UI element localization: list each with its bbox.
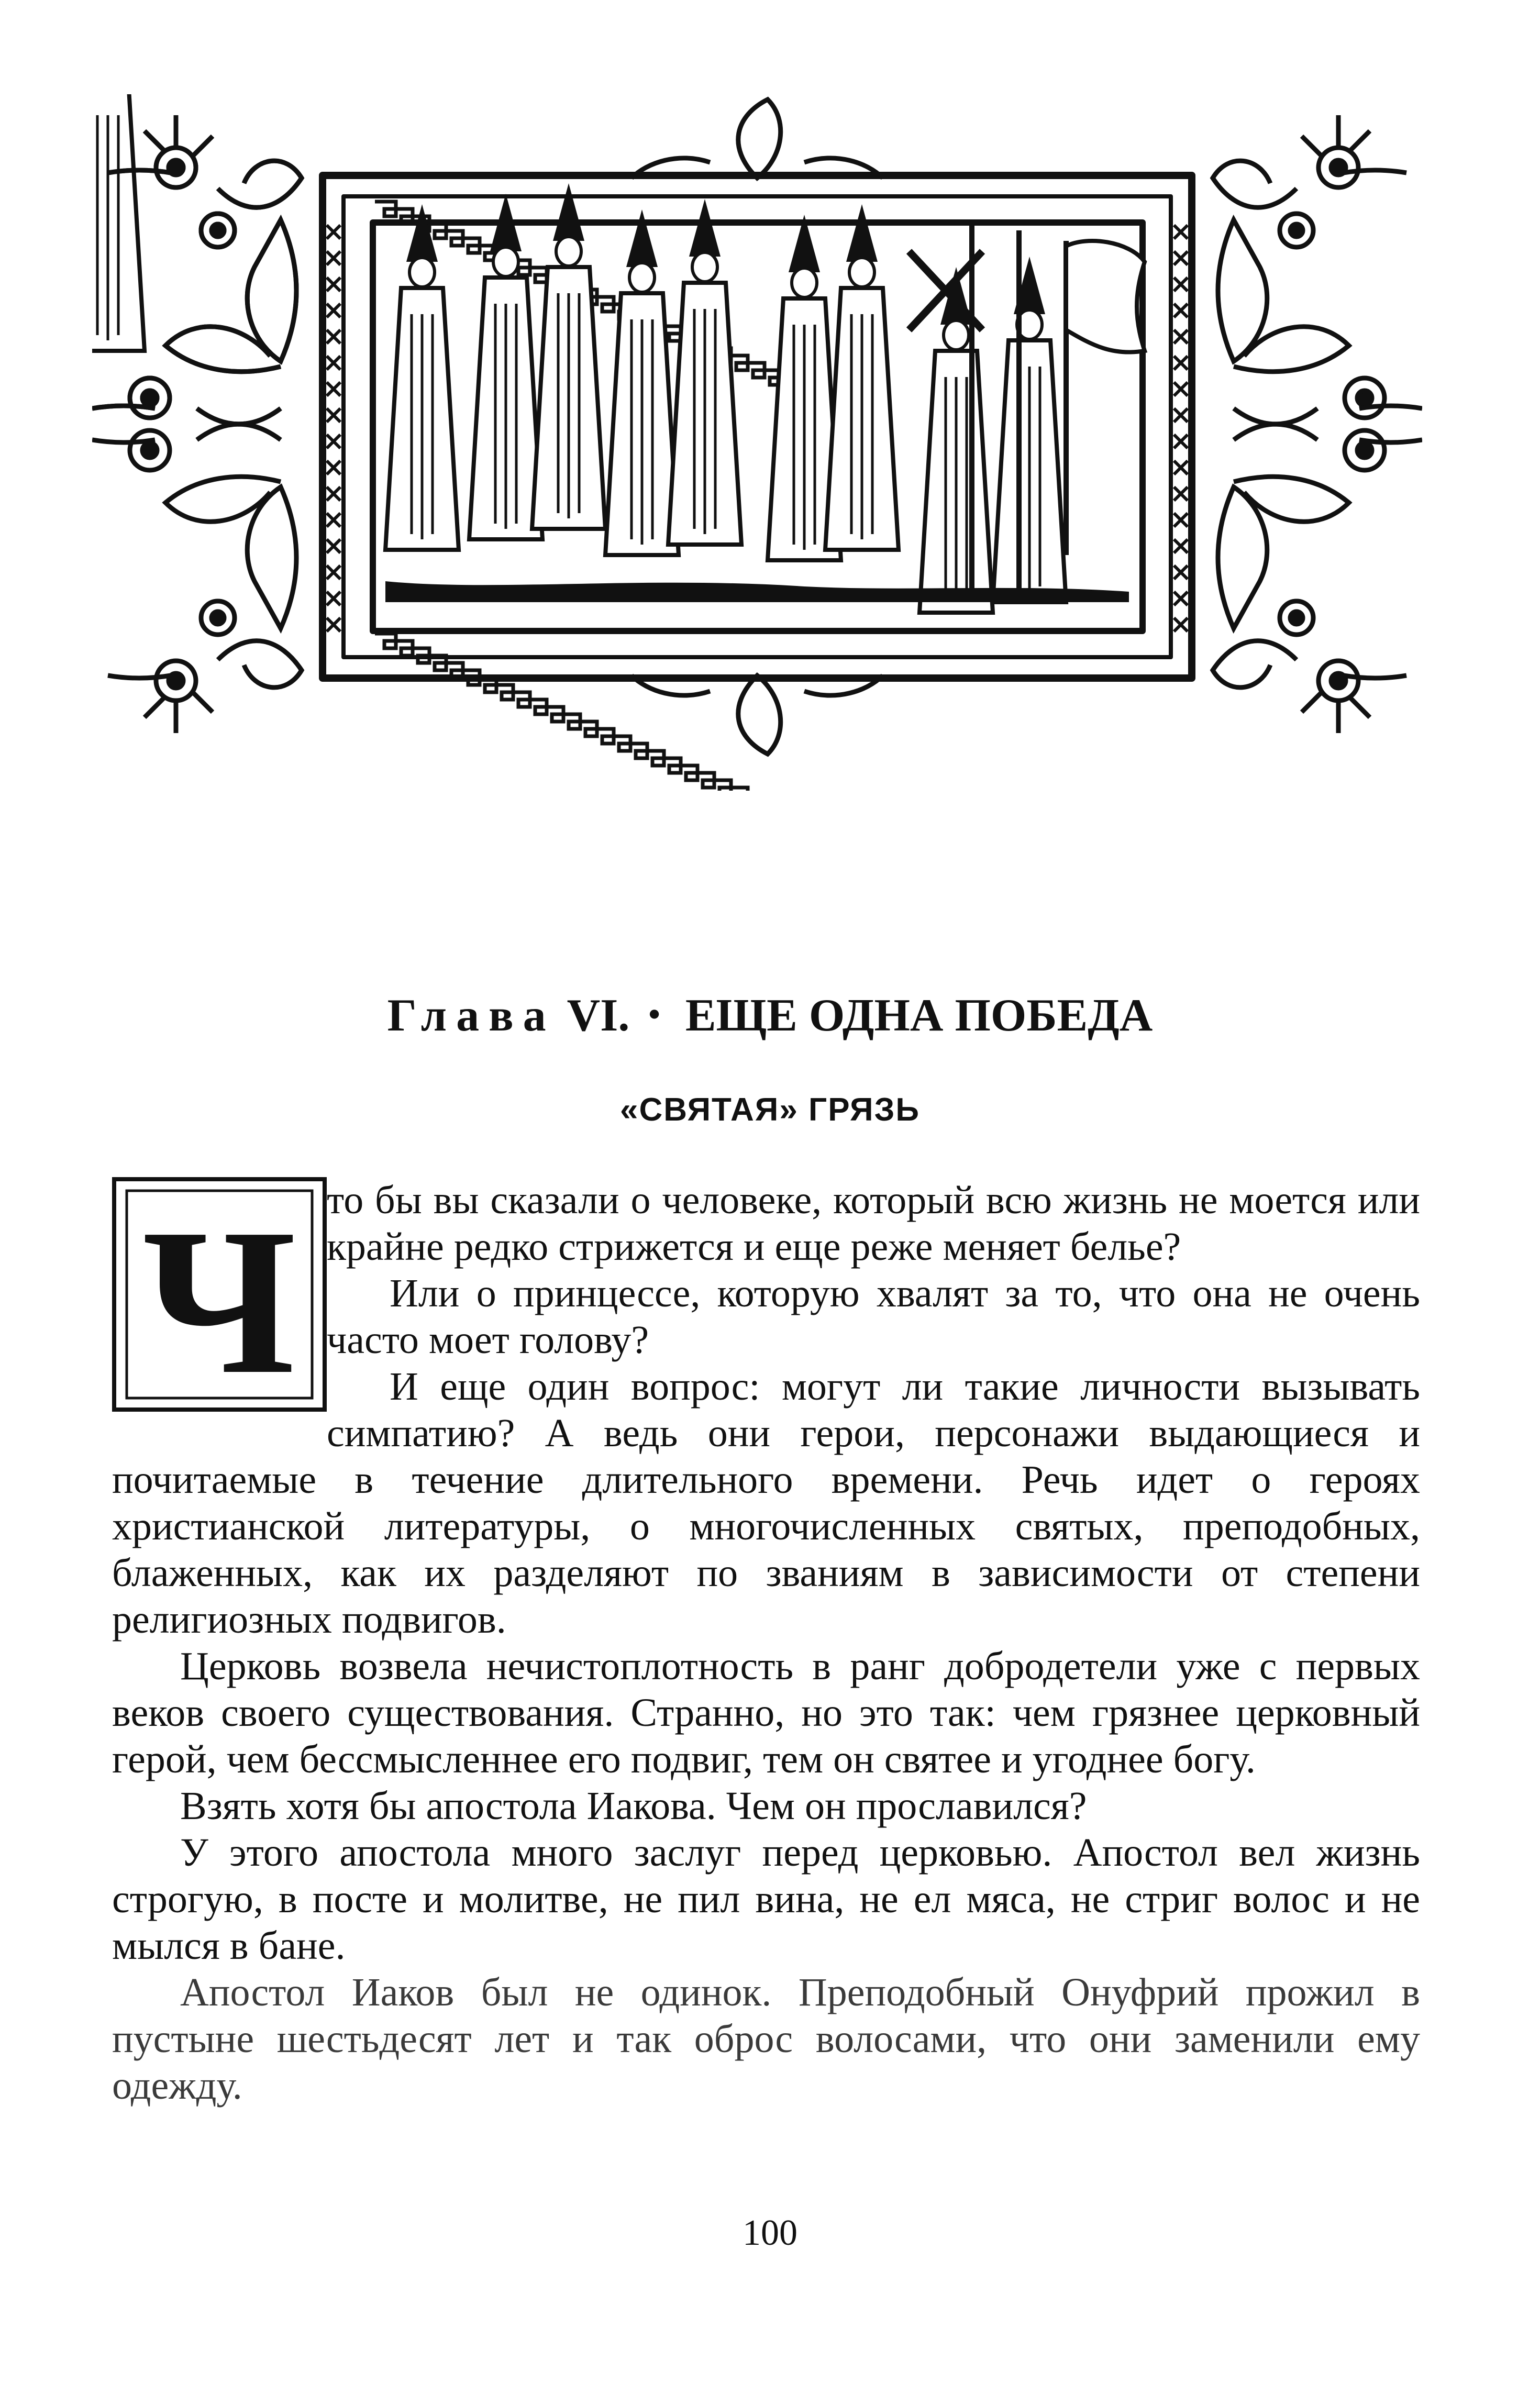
section-heading: «СВЯТАЯ» ГРЯЗЬ	[620, 1092, 920, 1128]
paragraph-2: Или о принцессе, которую хвалят за то, что она не очень часто моет голову?	[327, 1271, 1420, 1362]
paragraph-4: Церковь возвела нечистоплотность в ранг добродетели уже с первых веков своего существования. Странно, но это так: чем грязнее церковный герой, чем бессмысленнее его подвиг, тем он святее и угоднее богу.	[112, 1644, 1420, 1781]
chapter-bullet-icon: •	[648, 995, 660, 1033]
chapter-label: Глава	[387, 990, 556, 1041]
drop-cap-box	[112, 1177, 327, 1412]
drop-cap-frame-icon	[112, 1177, 327, 1412]
chapter-title: ЕЩЕ ОДНА ПОБЕДА	[685, 990, 1153, 1041]
paragraph-6: У этого апостола много заслуг перед церковью. Апостол вел жизнь строгую, в посте и молитве, не пил вина, не ел мяса, не стриг волос и не мылся в бане.	[112, 1831, 1420, 1968]
paragraph-1: то бы вы сказали о человеке, который всю жизнь не моется или крайне редко стрижется и еще реже меняет белье?	[327, 1178, 1420, 1269]
paragraph-5: Взять хотя бы апостола Иакова. Чем он прославился?	[180, 1784, 1087, 1828]
page-number: 100	[743, 2213, 797, 2253]
chapter-number: VI.	[567, 990, 630, 1041]
paragraph-3: И еще один вопрос: могут ли такие личности вызывать симпатию? А ведь они герои, персонажи выдающиеся и почитаемые в течение длительного времени. Речь идет о героях христианской литературы, о многочисленных святых, преподобных, блаженных, как их разделяют по званиям в зависимости от степени религиозных подвигов.	[112, 1365, 1420, 1642]
drop-cap-letter: Ч	[142, 1185, 296, 1412]
chapter-heading	[0, 985, 1540, 1045]
paragraph-7: Апостол Иаков был не одинок. Преподобный Онуфрий прожил в пустыне шестьдесят лет и так оброс волосами, что они заменили ему одежду.	[112, 1970, 1420, 2108]
body-text	[112, 1177, 1420, 2109]
header-woodcut-illustration	[92, 94, 1422, 791]
